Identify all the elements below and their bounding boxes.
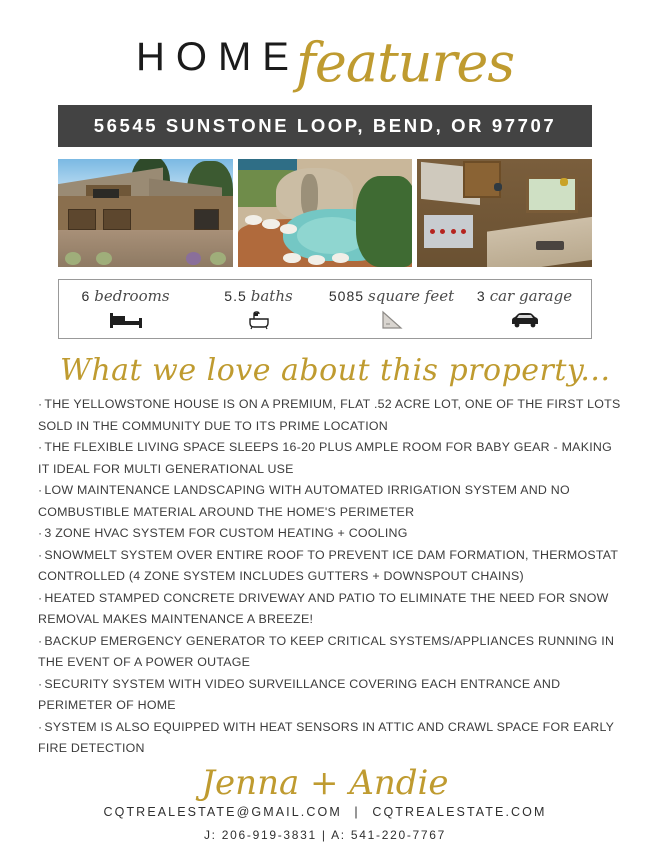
sink <box>536 241 564 250</box>
stat-label: baths <box>251 287 293 305</box>
page-title <box>0 0 650 105</box>
shrub <box>96 252 112 265</box>
list-item: · SYSTEM IS ALSO EQUIPPED WITH HEAT SENSORS IN ATTIC AND CRAWL SPACE FOR EARLY FIRE DETECTION <box>38 717 622 760</box>
umbrella <box>308 255 325 265</box>
car-icon <box>508 309 542 331</box>
tree <box>356 176 412 267</box>
separator: | <box>354 805 359 819</box>
entry-door <box>194 209 218 231</box>
kitchen-photo <box>417 159 592 267</box>
footer <box>0 766 650 842</box>
umbrella <box>262 219 279 229</box>
umbrella <box>245 215 262 225</box>
shrub <box>65 252 81 265</box>
stats-bar <box>58 279 592 339</box>
stat-number: 6 <box>81 288 90 304</box>
website-text[interactable]: CQTREALESTATE.COM <box>372 805 546 819</box>
stat-text <box>477 287 572 305</box>
stat-text <box>329 287 454 305</box>
shrub <box>186 252 202 265</box>
title-home-word: HOME <box>136 37 300 77</box>
home-exterior-photo <box>58 159 233 267</box>
garage-door <box>68 209 96 231</box>
contact-line-email <box>0 805 650 819</box>
stat-label: bedrooms <box>94 287 169 305</box>
list-item: · SECURITY SYSTEM WITH VIDEO SURVEILLANCE COVERING EACH ENTRANCE AND PERIMETER OF HOME <box>38 674 622 717</box>
bed-icon <box>109 309 143 331</box>
stat-garage <box>458 287 591 331</box>
stat-label: car garage <box>490 287 572 305</box>
range-knob <box>461 229 466 234</box>
features-list <box>38 394 622 760</box>
window <box>93 189 119 198</box>
stat-number: 3 <box>477 288 486 304</box>
stat-text <box>81 287 169 305</box>
list-item: · LOW MAINTENANCE LANDSCAPING WITH AUTOMATED IRRIGATION SYSTEM AND NO COMBUSTIBLE MATERIAL AROUND THE HOME'S PERIMETER <box>38 480 622 523</box>
address-bar <box>58 105 592 147</box>
stat-number: 5.5 <box>224 288 246 304</box>
list-item: · THE YELLOWSTONE HOUSE IS ON A PREMIUM, FLAT .52 ACRE LOT, ONE OF THE FIRST LOTS SOLD IN THE COMMUNITY DUE TO ITS PRIME LOCATION <box>38 394 622 437</box>
umbrella <box>283 253 300 263</box>
stat-baths <box>192 287 325 331</box>
stat-number: 5085 <box>329 288 364 304</box>
stat-text <box>224 287 292 305</box>
stat-bedrooms <box>59 287 192 331</box>
photo-gallery <box>58 159 592 267</box>
umbrella <box>280 224 297 234</box>
agent-signature: Jenna + Andie <box>0 766 650 802</box>
umbrella <box>332 253 349 263</box>
bathtub-icon <box>247 309 271 331</box>
garage-door <box>103 209 131 231</box>
list-item: · BACKUP EMERGENCY GENERATOR TO KEEP CRITICAL SYSTEMS/APPLIANCES RUNNING IN THE EVENT OF A POWER OUTAGE <box>38 631 622 674</box>
shrub <box>210 252 226 265</box>
list-item: · SNOWMELT SYSTEM OVER ENTIRE ROOF TO PREVENT ICE DAM FORMATION, THERMOSTAT CONTROLLED (4 ZONE SYSTEM INCLUDES GUTTERS + DOWNSPOUT CHAINS) <box>38 545 622 588</box>
driveway <box>58 230 233 267</box>
stat-label: square feet <box>368 287 454 305</box>
title-features-word: features <box>296 36 514 90</box>
upper-cabinet <box>463 161 501 198</box>
pendant-light <box>494 183 502 191</box>
section-heading: What we love about this property... <box>60 353 650 388</box>
address-text: 56545 SUNSTONE LOOP, BEND, OR 97707 <box>94 115 557 137</box>
contact-line-phones[interactable]: J: 206-919-3831 | A: 541-220-7767 <box>0 828 650 842</box>
resort-pool-photo <box>238 159 413 267</box>
window <box>526 176 578 213</box>
email-text[interactable]: CQTREALESTATE@GMAIL.COM <box>104 805 342 819</box>
list-item: · THE FLEXIBLE LIVING SPACE SLEEPS 16-20 PLUS AMPLE ROOM FOR BABY GEAR - MAKING IT IDEAL FOR MULTI GENERATIONAL USE <box>38 437 622 480</box>
range-knob <box>430 229 435 234</box>
range-knob <box>451 229 456 234</box>
chandelier <box>560 178 568 186</box>
list-item: · HEATED STAMPED CONCRETE DRIVEWAY AND PATIO TO ELIMINATE THE NEED FOR SNOW REMOVAL MAKES MAINTENANCE A BREEZE! <box>38 588 622 631</box>
list-item: · 3 ZONE HVAC SYSTEM FOR CUSTOM HEATING + COOLING <box>38 523 622 545</box>
range-knob <box>440 229 445 234</box>
stat-square-feet <box>325 287 458 331</box>
ruler-triangle-icon <box>380 309 404 331</box>
